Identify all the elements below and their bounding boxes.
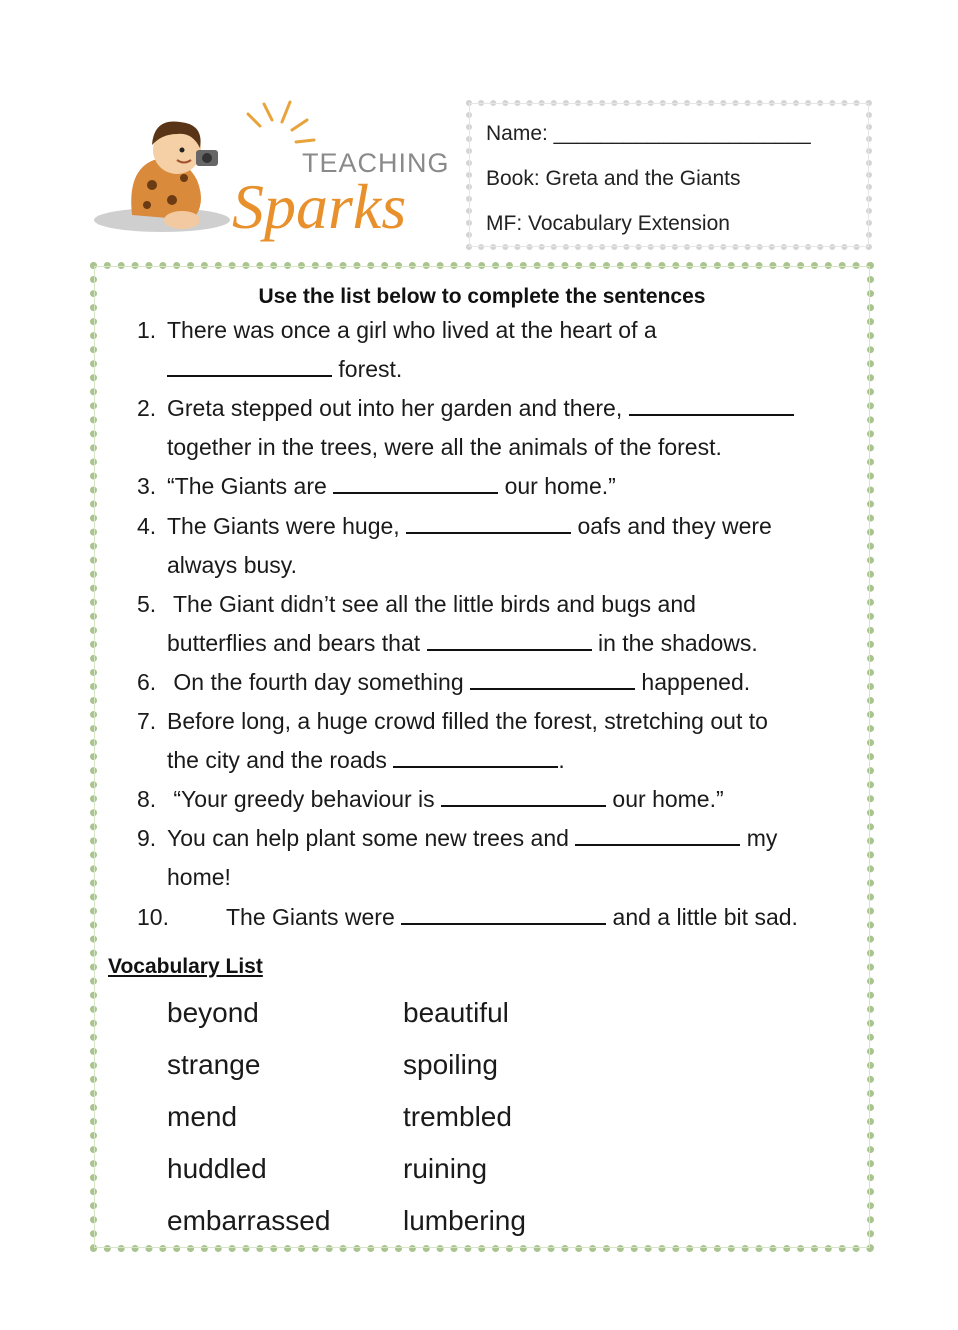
answer-blank[interactable] <box>406 531 571 534</box>
vocab-word: ruining <box>403 1153 488 1184</box>
sentence-text: You can help plant some new trees and <box>167 825 576 852</box>
sentence-text: always busy. <box>167 551 297 578</box>
sentence-text: On the fourth day something <box>167 668 471 695</box>
question-9-line <box>167 864 231 891</box>
sentence-text: The Giants were huge, <box>167 512 407 539</box>
question-6-line <box>167 669 750 696</box>
sentence-text: home! <box>167 864 231 891</box>
sentence-text: There was once a girl who lived at the heart of a <box>167 317 657 343</box>
sentence-text: happened. <box>635 668 751 695</box>
sentence-text: together in the trees, were all the animals of the forest. <box>167 434 722 461</box>
answer-blank[interactable] <box>470 687 635 690</box>
question-number: 10. <box>137 903 169 930</box>
sentence-text: butterflies and bears that <box>167 629 427 656</box>
question-8-line <box>167 786 724 813</box>
question-1-line <box>167 317 657 344</box>
sentence-text: and a little bit sad. <box>606 903 798 930</box>
vocab-word: huddled <box>167 1153 267 1184</box>
question-9-line <box>167 825 777 852</box>
sentence-text: forest. <box>332 356 403 383</box>
sentence-text: The Giant didn’t see all the little birds and bugs and <box>167 590 696 617</box>
question-5-line <box>167 591 696 618</box>
answer-blank[interactable] <box>441 804 606 807</box>
vocab-word: beautiful <box>403 997 509 1028</box>
question-4-line <box>167 552 297 579</box>
vocab-word: beyond <box>167 997 259 1028</box>
logo-teaching-text: TEACHING <box>302 148 450 178</box>
question-3-line <box>167 473 616 500</box>
question-10-line <box>226 904 798 931</box>
name-field[interactable]: Name: ______________________ <box>486 122 811 145</box>
mf-label: MF: Vocabulary Extension <box>486 212 730 235</box>
answer-blank[interactable] <box>167 374 332 377</box>
question-number: 5. <box>137 590 157 617</box>
worksheet-box <box>90 262 874 1252</box>
sentence-text: “The Giants are <box>167 473 334 500</box>
instruction-heading: Use the list below to complete the sentences <box>258 285 706 308</box>
question-number: 1. <box>137 317 157 343</box>
teaching-sparks-logo <box>92 100 452 245</box>
answer-blank[interactable] <box>393 765 558 768</box>
sentence-text: . <box>558 747 565 774</box>
vocab-word: strange <box>167 1049 261 1080</box>
question-5-line <box>167 630 758 657</box>
answer-blank[interactable] <box>575 843 740 846</box>
question-number: 2. <box>137 395 157 422</box>
question-number: 4. <box>137 512 157 539</box>
question-number: 7. <box>137 708 157 734</box>
question-7-line <box>167 747 565 774</box>
question-1-line <box>167 356 402 383</box>
question-number: 3. <box>137 473 157 500</box>
vocab-word: embarrassed <box>167 1205 331 1236</box>
answer-blank[interactable] <box>401 922 606 925</box>
question-number: 6. <box>137 668 157 695</box>
sentence-text: my <box>740 825 778 852</box>
student-info-box <box>466 100 872 250</box>
question-number: 9. <box>137 825 157 852</box>
book-label: Book: Greta and the Giants <box>486 167 741 190</box>
sentence-text: our home.” <box>606 786 724 813</box>
sentence-text: our home.” <box>498 473 616 500</box>
logo-sparks-text: Sparks <box>232 171 407 242</box>
vocabulary-list-heading: Vocabulary List <box>108 955 263 978</box>
sentence-text: “Your greedy behaviour is <box>167 786 442 813</box>
question-2-line <box>167 395 794 422</box>
sentence-text: Greta stepped out into her garden and there, <box>167 395 629 422</box>
answer-blank[interactable] <box>427 648 592 651</box>
question-7-line <box>167 708 768 735</box>
sentence-text: the city and the roads <box>167 747 394 774</box>
question-2-line <box>167 434 722 461</box>
sentence-text: The Giants were <box>226 903 402 930</box>
vocab-word: spoiling <box>403 1049 498 1080</box>
vocab-word: mend <box>167 1101 238 1132</box>
answer-blank[interactable] <box>333 491 498 494</box>
sentence-text: in the shadows. <box>591 629 758 656</box>
sentence-text: Before long, a huge crowd filled the forest, stretching out to <box>167 708 768 734</box>
answer-blank[interactable] <box>629 413 794 416</box>
vocab-word: trembled <box>403 1101 512 1132</box>
sentence-text: oafs and they were <box>571 512 772 539</box>
question-number: 8. <box>137 786 157 813</box>
vocab-word: lumbering <box>403 1205 526 1236</box>
question-4-line <box>167 513 772 540</box>
